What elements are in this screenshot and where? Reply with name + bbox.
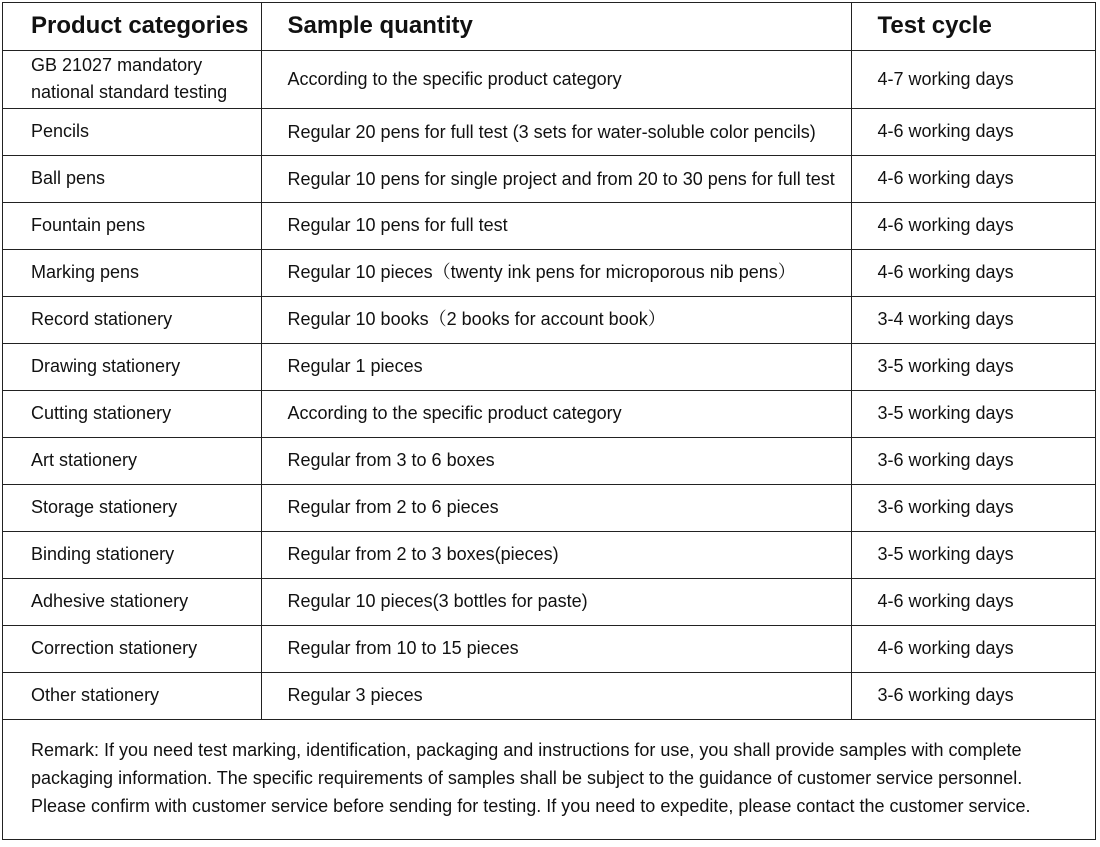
header-sample-quantity: Sample quantity — [261, 3, 851, 50]
category-cell: Binding stationery — [3, 531, 261, 578]
table-row — [3, 50, 1095, 108]
cycle-cell: 3-5 working days — [851, 343, 1095, 390]
table-row — [3, 343, 1095, 390]
cycle-cell: 4-6 working days — [851, 578, 1095, 625]
quantity-cell: According to the specific product category — [261, 390, 851, 437]
quantity-cell: Regular from 3 to 6 boxes — [261, 437, 851, 484]
cycle-cell: 3-5 working days — [851, 390, 1095, 437]
table-row — [3, 390, 1095, 437]
table-row — [3, 296, 1095, 343]
header-product-categories: Product categories — [3, 3, 261, 50]
category-cell: Marking pens — [3, 249, 261, 296]
cycle-cell: 4-6 working days — [851, 625, 1095, 672]
cycle-cell: 3-6 working days — [851, 484, 1095, 531]
cycle-cell: 4-7 working days — [851, 50, 1095, 108]
quantity-cell: Regular from 2 to 3 boxes(pieces) — [261, 531, 851, 578]
sample-requirements-table — [2, 2, 1096, 840]
table-row — [3, 155, 1095, 202]
category-cell: Storage stationery — [3, 484, 261, 531]
category-cell: Record stationery — [3, 296, 261, 343]
cycle-cell: 3-4 working days — [851, 296, 1095, 343]
category-cell: Drawing stationery — [3, 343, 261, 390]
quantity-cell: Regular 1 pieces — [261, 343, 851, 390]
cycle-cell: 4-6 working days — [851, 108, 1095, 155]
quantity-cell: Regular 3 pieces — [261, 672, 851, 719]
quantity-cell: According to the specific product category — [261, 50, 851, 108]
category-cell: GB 21027 mandatory national standard testing — [3, 50, 261, 108]
category-cell: Adhesive stationery — [3, 578, 261, 625]
quantity-cell: Regular 10 pieces（twenty ink pens for microporous nib pens） — [261, 249, 851, 296]
header-test-cycle: Test cycle — [851, 3, 1095, 50]
category-cell: Cutting stationery — [3, 390, 261, 437]
quantity-cell: Regular 20 pens for full test (3 sets for water-soluble color pencils) — [261, 108, 851, 155]
category-cell: Correction stationery — [3, 625, 261, 672]
cycle-cell: 3-5 working days — [851, 531, 1095, 578]
quantity-cell: Regular 10 pens for full test — [261, 202, 851, 249]
table-row — [3, 625, 1095, 672]
cycle-cell: 3-6 working days — [851, 437, 1095, 484]
cycle-cell: 4-6 working days — [851, 202, 1095, 249]
category-cell: Fountain pens — [3, 202, 261, 249]
cycle-cell: 4-6 working days — [851, 155, 1095, 202]
table-row — [3, 202, 1095, 249]
remark-row — [3, 719, 1095, 839]
table-row — [3, 249, 1095, 296]
quantity-cell: Regular from 2 to 6 pieces — [261, 484, 851, 531]
table-row — [3, 672, 1095, 719]
cycle-cell: 3-6 working days — [851, 672, 1095, 719]
table — [3, 3, 1095, 839]
category-cell: Pencils — [3, 108, 261, 155]
quantity-cell: Regular 10 pieces(3 bottles for paste) — [261, 578, 851, 625]
table-row — [3, 531, 1095, 578]
header-row — [3, 3, 1095, 50]
remark-text: Remark: If you need test marking, identification, packaging and instructions for use, you shall provide samples with complete packaging information. The specific requirements of samples shall be subject to the guidance of customer service personnel. Please confirm with customer service before sending for testing. If you need to expedite, please contact the customer service. — [3, 719, 1095, 839]
quantity-cell: Regular from 10 to 15 pieces — [261, 625, 851, 672]
table-row — [3, 578, 1095, 625]
category-cell: Ball pens — [3, 155, 261, 202]
category-cell: Art stationery — [3, 437, 261, 484]
cycle-cell: 4-6 working days — [851, 249, 1095, 296]
table-row — [3, 484, 1095, 531]
quantity-cell: Regular 10 pens for single project and from 20 to 30 pens for full test — [261, 155, 851, 202]
quantity-cell: Regular 10 books（2 books for account book） — [261, 296, 851, 343]
table-row — [3, 108, 1095, 155]
category-cell: Other stationery — [3, 672, 261, 719]
table-row — [3, 437, 1095, 484]
